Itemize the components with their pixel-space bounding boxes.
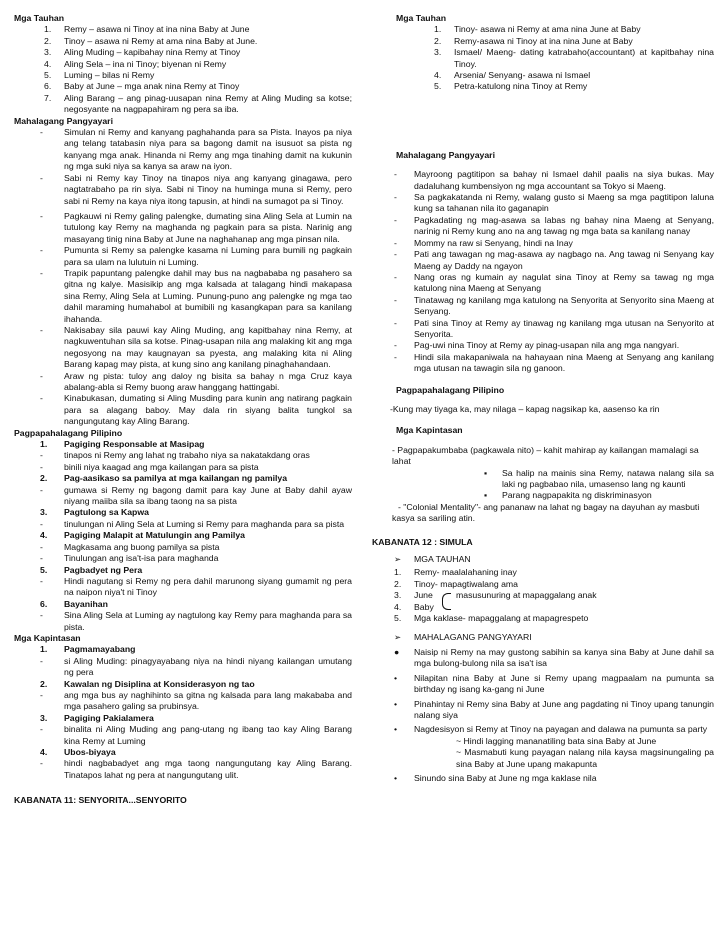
- list-item-text: Petra-katulong nina Tinoy at Remy: [454, 81, 588, 92]
- pilipino-item: [14, 565, 352, 576]
- list-item-text: Sabi ni Remy kay Tinoy na tinapos niya ang kanyang ginagawa, pero nagtatrabaho pa rin siya. Sabi ni Tinoy na huminga muna si Remy, pero sabi ni Remy na kaya niya itong tapusin, at hindi na sumagot pa si Tinoy.: [64, 172, 352, 206]
- list-item-text: Araw ng pista: tuloy ang daloy ng bisita sa bahay n mga Cruz kaya abalang-abla si Remy buong araw hanggang hattingabi.: [64, 370, 352, 392]
- dot-bullet-icon: •: [394, 724, 398, 735]
- list-item-text: Pinahintay ni Remy sina Baby at June ang pagdating ni Tinoy upang tanungin nalang siya: [414, 698, 714, 720]
- list-item-text: Aling Barang – ang pinag-uusapan nina Remy at Aling Muding sa kotse; negosyante na nagpapahiram ng pera sa iba.: [64, 92, 352, 115]
- pilipino-item: [14, 485, 352, 508]
- dot-bullet-icon: •: [394, 698, 398, 709]
- list-item-text: Tinoy- asawa ni Remy at ama nina June at Baby: [454, 24, 641, 35]
- list-marker: -: [40, 758, 43, 769]
- tilde-note: ~ Hindi lagging mananatiling bata sina Baby at June: [456, 735, 657, 746]
- dot-bullet-icon: •: [394, 772, 398, 783]
- tauhan-item: [372, 81, 714, 92]
- list-item-text: Pati sina Tinoy at Remy ay tinawag ng kanilang mga utusan na Senyorito at Senyorita.: [414, 317, 714, 339]
- list-marker: 1.: [434, 24, 442, 35]
- list-marker: 3.: [44, 47, 52, 58]
- dash-bullet: -: [394, 249, 397, 260]
- list-marker: 2.: [40, 678, 48, 689]
- pilipino-text: -Kung may tiyaga ka, may nilaga – kapag nagsikap ka, aasenso ka rin: [390, 403, 660, 414]
- square-bullet-icon: ▪: [484, 467, 488, 478]
- tauhan-item: [372, 567, 714, 578]
- section-heading-kapintasan: Mga Kapintasan: [14, 632, 81, 643]
- list-item-text: Remy-asawa ni Tinoy at ina nina June at Baby: [454, 35, 633, 46]
- list-item-text: Hindi nagutang si Remy ng pera dahil marunong siyang gumamit ng pera na naipon niya't ni Tinoy: [64, 575, 352, 598]
- tilde-note: ~ Masmabuti kung payagan nalang nila kaysa magsinungaling pa sina Baby at June upang makapunta: [456, 747, 714, 769]
- pangyayari-item: [372, 647, 714, 670]
- section-heading-tauhan: Mga Tauhan: [14, 13, 65, 23]
- list-item-text: Tinoy- mapagtiwalang ama: [414, 578, 518, 589]
- list-item-text: Remy- maalalahaning inay: [414, 567, 517, 578]
- pangyayari-item: [14, 127, 352, 173]
- list-item-text: tinapos ni Remy ang lahat ng trabaho niya sa nakatakdang oras: [64, 450, 310, 461]
- list-marker: 1.: [44, 24, 52, 35]
- pangyayari-item: [372, 318, 714, 341]
- list-item-text: gumawa si Remy ng bagong damit para kay June at Baby dahil ayaw niyang maiiba sila sa ibang taong na sa pista: [64, 484, 352, 507]
- list-item-text: si Aling Muding: pinagyayabang niya na hindi niyang kailangan umutang ng pera: [64, 655, 352, 678]
- june-baby-description: masusunuring at mapaggalang anak: [456, 590, 597, 601]
- list-item-text: Trapik papuntang palengke dahil may bus na nagbababa ng pasahero sa gitna ng kalye. Masisikip ang mga kalsada at talagang hindi makapasa sina Remy, Aling Sela at Luming. Punung-puno ang palengke ng mga tao dahil maraming humahabol at bumibili ng kasangkapan para sa kanilang ihahanda.: [64, 267, 352, 324]
- list-marker: 4.: [44, 58, 52, 69]
- list-marker: -: [40, 484, 43, 495]
- list-marker: 2.: [40, 473, 48, 484]
- list-item-text: Parang nagpapakita ng diskriminasyon: [502, 490, 652, 501]
- section-heading-pangyayari: Mahalagang Pangyayari: [396, 149, 495, 160]
- list-marker: 5.: [44, 70, 52, 81]
- pangyayari-item: [372, 295, 714, 318]
- tauhan-item: [14, 59, 352, 70]
- arrow-bullet-icon: ➢: [394, 554, 402, 565]
- pangyayari-item: [372, 272, 714, 295]
- kapintasan-item: [14, 656, 352, 679]
- list-marker: -: [40, 127, 43, 138]
- list-marker: 4.: [40, 530, 48, 541]
- dash-bullet: -: [394, 192, 397, 203]
- pangyayari-item: [14, 211, 352, 245]
- list-marker: 5.: [40, 564, 48, 575]
- pangyayari-item: [372, 169, 714, 192]
- list-item-text: Pagkadating ng mag-asawa sa labas ng bahay nina Maeng at Senyang, narinig ni Remy kung ano na ang tawag ng mga bata sa kanilang nanay: [414, 214, 714, 237]
- tauhan-item: [372, 47, 714, 70]
- list-marker: 3.: [394, 590, 402, 601]
- list-item-text: Tinatawag ng kanilang mga katulong na Senyorita at Senyorito sina Maeng at Senyang.: [414, 294, 714, 317]
- list-marker: -: [40, 324, 43, 335]
- section-heading-tauhan: Mga Tauhan: [396, 13, 447, 23]
- list-marker: 4.: [40, 747, 48, 757]
- list-item-text: Pag-uwi nina Tinoy at Remy ay pinag-usapan nila ang mga nangyari.: [414, 340, 680, 351]
- mahalagang-pangyayari-label: [372, 632, 714, 643]
- tauhan-item: [14, 81, 352, 92]
- tauhan-item: [372, 24, 714, 35]
- list-item-text: Kinabukasan, dumating si Aling Musding para kunin ang natirang pagkain para sa alagang baboy. May dala rin siyang balita tungkol sa nangungutang kay Aling Barang.: [64, 393, 352, 427]
- list-marker: -: [40, 267, 43, 278]
- list-marker: 5.: [394, 613, 402, 624]
- list-item-text: Aling Sela – ina ni Tinoy; biyenan ni Remy: [64, 58, 227, 69]
- pilipino-item: [14, 462, 352, 473]
- pilipino-item: [14, 542, 352, 553]
- tauhan-item: [372, 579, 714, 590]
- list-item-text: June: [414, 590, 433, 601]
- list-marker: -: [40, 450, 43, 461]
- list-marker: 6.: [40, 598, 48, 609]
- section-heading-pilipino: Pagpapahalagang Pilipino: [14, 427, 123, 438]
- list-item-text: binili niya kaagad ang mga kailangan para sa pista: [64, 461, 259, 472]
- list-item-text: Baby at June – mga anak nina Remy at Tinoy: [64, 81, 240, 92]
- chapter-12-heading: KABANATA 12 : SIMULA: [372, 536, 473, 547]
- list-item-text: Nagdesisyon si Remy at Tinoy na payagan and dalawa na pumunta sa party: [414, 724, 708, 735]
- list-marker: -: [40, 393, 43, 404]
- list-item-text: Pagbadyet ng Pera: [64, 564, 143, 575]
- list-marker: -: [40, 689, 43, 700]
- pangyayari-item: [372, 238, 714, 249]
- list-item-text: Tinoy – asawa ni Remy at ama nina Baby at June.: [64, 35, 258, 46]
- tauhan-item: [372, 36, 714, 47]
- list-item-text: Ismael/ Maeng- dating katrabaho(accountant) at kapitbahay nina Tinoy.: [454, 47, 714, 69]
- list-item-text: Nang oras ng kumain ay nagulat sina Tinoy at Remy sa tawag ng mga katulong nina Maeng at Senyang: [414, 271, 714, 294]
- list-item-text: Mga kaklase- mapaggalang at mapagrespeto: [414, 613, 589, 624]
- list-item-text: Pagiging Pakialamera: [64, 712, 154, 723]
- big-dot-bullet-icon: ●: [394, 646, 400, 657]
- pangyayari-item: [14, 173, 352, 207]
- pangyayari-item: [372, 352, 714, 375]
- list-item-text: hindi nagbabadyet ang mga taong nangungutang kay Aling Barang. Tinatapos lahat ng pera at nangungutang ulit.: [64, 758, 352, 780]
- list-item-text: Tinulungan ang isa't-isa para maghanda: [64, 553, 219, 564]
- dash-bullet: -: [394, 169, 397, 180]
- kapintasan-item: [14, 644, 352, 655]
- list-marker: 3.: [40, 507, 48, 518]
- tauhan-item: [14, 24, 352, 35]
- pangyayari-item: [372, 340, 714, 351]
- list-item-text: Nilapitan nina Baby at June si Remy upang magpaalam na pumunta sa birthday ng isang ka-gang ni June: [414, 672, 714, 695]
- list-marker: 1.: [40, 644, 48, 655]
- list-item-text: Sina Aling Sela at Luming ay nagtulong kay Remy para maghanda para sa pista.: [64, 610, 352, 632]
- list-marker: -: [40, 518, 43, 529]
- dash-bullet: -: [394, 351, 397, 362]
- pangyayari-item: [14, 245, 352, 268]
- list-item-text: Bayanihan: [64, 598, 108, 609]
- list-item-text: Nakisabay sila pauwi kay Aling Muding, ang kapitbahay nina Remy, at nagkuwentuhan sila sa kotse. Pinag-usapan nila ang malaking kit ang mga negosyong na may kaugnayan sa pyesta, ang malaking kita ni Aling Barang kapag may pista, at kung sino ang kanilang pinaghahandaan.: [64, 324, 352, 370]
- colonial-mentality-note: - "Colonial Mentality"- ang pananaw na lahat ng bagay na dayuhan ay masbuti kasya sa sariling atin.: [392, 501, 700, 524]
- list-marker: 1.: [394, 567, 402, 578]
- pangyayari-item: [372, 673, 714, 696]
- list-marker: -: [40, 370, 43, 381]
- tauhan-item: [14, 36, 352, 47]
- pangyayari-item: [372, 724, 714, 735]
- kapintasan-intro: - Pagpapakumbaba (pagkawala nito) – kahit mahirap ay kailangan mamalagi sa lahat: [392, 444, 699, 467]
- list-marker: 3.: [40, 712, 48, 723]
- pilipino-item: [14, 519, 352, 530]
- list-item-text: Sinundo sina Baby at June ng mga kaklase nila: [414, 772, 597, 783]
- kapintasan-item: [14, 758, 352, 781]
- list-item-text: Simulan ni Remy and kanyang paghahanda para sa Pista. Inayos pa niya ang telang tatabasin niya para sa bagong damit na isusuot sa pista ng kanyang mga anak. Hinanda ni Remy ang mga tinahing damit na kukunin ng mga suki niya sa kanya sa araw na iyon.: [64, 127, 352, 172]
- pangyayari-item: [14, 393, 352, 427]
- list-item-text: MGA TAUHAN: [414, 554, 471, 565]
- list-item-text: Pagmamayabang: [64, 644, 136, 655]
- list-item-text: binalita ni Aling Muding ang pang-utang ng ibang tao kay Aling Barang kina Remy at Luming: [64, 724, 352, 746]
- list-item-text: Aling Muding – kapibahay nina Remy at Tinoy: [64, 47, 241, 58]
- list-item-text: Pag-aasikaso sa pamilya at mga kailangan ng pamilya: [64, 473, 288, 484]
- dash-bullet: -: [394, 340, 397, 351]
- list-item-text: Hindi sila makapaniwala na hahayaan nina Maeng at Senyang ang kanilang mga utusan na tawagin sila ng ganoon.: [414, 351, 714, 374]
- list-marker: 4.: [394, 601, 402, 612]
- dash-bullet: -: [394, 294, 397, 305]
- list-marker: 3.: [434, 47, 442, 58]
- section-heading-pilipino: Pagpapahalagang Pilipino: [396, 384, 505, 395]
- list-item-text: Pagiging Responsable at Masipag: [64, 439, 205, 450]
- kapintasan-item: [14, 679, 352, 690]
- pangyayari-item: [372, 192, 714, 215]
- pangyayari-item: [372, 699, 714, 722]
- list-item-text: ang mga bus ay naghihinto sa gitna ng kalsada para lang makababa and mga pasahero galing sa prubinsya.: [64, 689, 352, 712]
- list-item-text: Mommy na raw si Senyang, hindi na Inay: [414, 237, 573, 248]
- list-item-text: Luming – bilas ni Remy: [64, 70, 155, 81]
- list-marker: -: [40, 541, 43, 552]
- dash-bullet: -: [394, 214, 397, 225]
- pangyayari-item: [14, 325, 352, 371]
- list-item-text: Naisip ni Remy na may gustong sabihin sa kanya sina Baby at June dahil sa mga bulong-bulong nila sa isa't isa: [414, 646, 714, 669]
- pangyayari-item: [372, 249, 714, 272]
- list-marker: -: [40, 172, 43, 183]
- list-marker: -: [40, 724, 43, 735]
- kapintasan-subitem: [372, 468, 714, 491]
- list-item-text: Sa pagkakatanda ni Remy, walang gusto si Maeng sa mga pagtitipon laluna kung sa tahanan nila ito gaganapin: [414, 192, 714, 214]
- pilipino-item: [14, 507, 352, 518]
- list-marker: -: [40, 461, 43, 472]
- pangyayari-item: [372, 215, 714, 238]
- tauhan-item: [372, 613, 714, 624]
- tauhan-item: [14, 70, 352, 81]
- list-marker: -: [40, 553, 43, 564]
- list-item-text: tinulungan ni Aling Sela at Luming si Remy para maghanda para sa pista: [64, 518, 345, 529]
- list-item-text: Pati ang tawagan ng mag-asawa ay nagbago na. Ang tawag ni Senyang kay Maeng ay Daddy na ngayon: [414, 249, 714, 271]
- list-item-text: Magkasama ang buong pamilya sa pista: [64, 541, 220, 552]
- list-marker: 5.: [434, 81, 442, 92]
- list-marker: 6.: [44, 81, 52, 92]
- list-marker: -: [40, 575, 43, 586]
- list-marker: -: [40, 655, 43, 666]
- list-item-text: Pagkauwi ni Remy galing palengke, dumating sina Aling Sela at Lumin na tutulong kay Remy na maghanda ng pagkain para sa pista. Narinig ang masayang tinig nina Baby at June na naghahanap ang mga pinsan nila.: [64, 210, 352, 244]
- tauhan-item: [372, 70, 714, 81]
- kapintasan-item: [14, 724, 352, 747]
- pilipino-item: [14, 599, 352, 610]
- list-item-text: Arsenia/ Senyang- asawa ni Ismael: [454, 70, 591, 81]
- list-marker: 7.: [44, 92, 52, 103]
- section-heading-kapintasan: Mga Kapintasan: [396, 425, 463, 436]
- list-item-text: Mayroong pagtitipon sa bahay ni Ismael dahil paalis na siya bukas. May dadaluhang kumbensiyon ng mga accountant sa Tokyo si Maeng.: [414, 169, 714, 191]
- list-item-text: Baby: [414, 601, 434, 612]
- square-bullet-icon: ▪: [484, 490, 488, 501]
- pangyayari-item: [14, 371, 352, 394]
- kapintasan-item: [14, 747, 352, 758]
- spacer: [372, 624, 714, 632]
- dash-bullet: -: [394, 317, 397, 328]
- pilipino-item: [14, 553, 352, 564]
- pilipino-item: [14, 450, 352, 461]
- right-column: [372, 13, 714, 784]
- list-item-text: Pumunta si Remy sa palengke kasama ni Luming para bumili ng pagkain para sa ulam na lulutuin ni Luming.: [64, 245, 352, 267]
- dash-bullet: -: [394, 271, 397, 282]
- list-item-text: Sa halip na mainis sina Remy, natawa nalang sila sa laki ng pagbabao nila, umasenso lang ng kaunti: [502, 467, 714, 489]
- list-item-text: Ubos-biyaya: [64, 747, 116, 757]
- list-marker: -: [40, 245, 43, 256]
- list-marker: 2.: [44, 35, 52, 46]
- list-item-text: Remy – asawa ni Tinoy at ina nina Baby at June: [64, 24, 250, 35]
- kapintasan-subitem: [372, 490, 714, 501]
- list-marker: -: [40, 210, 43, 221]
- chapter-11-heading: KABANATA 11: SENYORITA...SENYORITO: [14, 795, 187, 806]
- tauhan-item: [372, 602, 714, 613]
- list-marker: 1.: [40, 439, 48, 450]
- pangyayari-item: [14, 268, 352, 325]
- pilipino-item: [14, 473, 352, 484]
- pilipino-item: [14, 439, 352, 450]
- list-item-text: MAHALAGANG PANGYAYARI: [414, 632, 532, 643]
- tauhan-item: [14, 93, 352, 116]
- list-item-text: Kawalan ng Disiplina at Konsiderasyon ng tao: [64, 678, 255, 689]
- list-item-text: Pagtulong sa Kapwa: [64, 507, 149, 518]
- tauhan-item: [14, 47, 352, 58]
- tauhan-item: [372, 590, 714, 601]
- left-column: [14, 13, 352, 807]
- list-marker: 2.: [394, 578, 402, 589]
- list-marker: -: [40, 610, 43, 621]
- list-marker: 2.: [434, 35, 442, 46]
- list-marker: 4.: [434, 70, 442, 81]
- mga-tauhan-label: [372, 554, 714, 565]
- list-item-text: Pagiging Malapit at Matulungin ang Pamilya: [64, 530, 246, 541]
- kapintasan-item: [14, 713, 352, 724]
- pangyayari-item: [372, 773, 714, 784]
- section-heading-pangyayari: Mahalagang Pangyayari: [14, 115, 113, 126]
- dot-bullet-icon: •: [394, 672, 398, 683]
- pilipino-item: [14, 530, 352, 541]
- arrow-bullet-icon: ➢: [394, 632, 402, 643]
- dash-bullet: -: [394, 237, 397, 248]
- pilipino-item: [14, 610, 352, 633]
- kapintasan-item: [14, 690, 352, 713]
- pilipino-item: [14, 576, 352, 599]
